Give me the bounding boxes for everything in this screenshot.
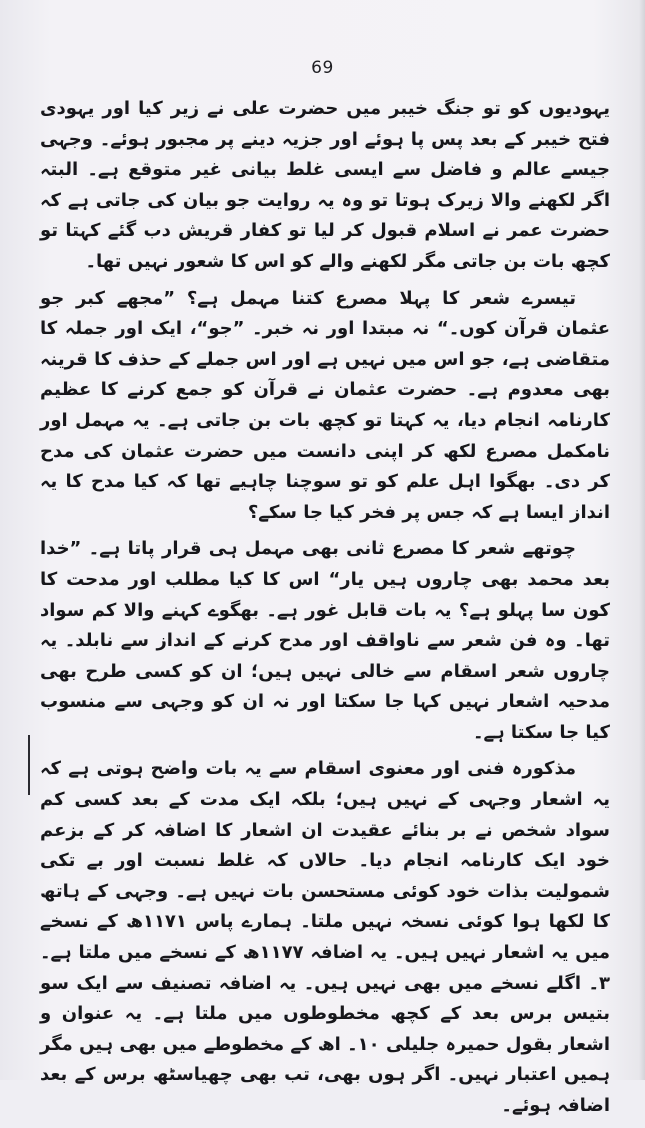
page-edge-shadow xyxy=(639,0,645,1080)
paragraph-1: یہودیوں کو تو جنگ خیبر میں حضرت علی نے زیر کیا اور یہودی فتح خیبر کے بعد پس پا ہوئے اور جزیہ دینے پر مجبور ہوئے۔ وجہی جیسے عالم و فاضل سے ایسی غلط بیانی غیر متوقع ہے۔ البتہ اگر لکھنے والا زیرک ہوتا تو وہ یہ روایت جو بیان کی جاتی ہے کہ حضرت عمر نے اسلام قبول کر لیا تو کفار قریش دب گئے کہتا تو کچھ بات بن جاتی مگر لکھنے والے کو اس کا شعور نہیں تھا۔ xyxy=(40,98,610,272)
page-number: 69 xyxy=(311,58,334,78)
page-body-text xyxy=(40,94,610,1128)
paragraph-2: تیسرے شعر کا پہلا مصرع کتنا مہمل ہے؟ ”مجھے کبر جو عثمان قرآن کوں۔“ نہ مبتدا اور نہ خبر۔ ”جو“، ایک اور جملہ کا متقاضی ہے، جو اس میں نہیں ہے اور اس جملے کے حذف کا قرینہ بھی معدوم ہے۔ حضرت عثمان نے قرآن کو جمع کرنے کا عظیم کارنامہ انجام دیا، یہ کہتا تو کچھ بات بن جاتی ہے۔ یہ مہمل اور نامکمل مصرع لکھ کر اپنی دانست میں حضرت عثمان کی مدح کر دی۔ بھگوا اہل علم کو تو سوچنا چاہیے تھا کہ کیا مدح کا یہ انداز ایسا ہے کہ جس پر فخر کیا جا سکے؟ xyxy=(40,287,610,523)
margin-pencil-mark xyxy=(28,735,30,795)
paragraph-3: چوتھے شعر کا مصرع ثانی بھی مہمل ہی قرار پاتا ہے۔ ”خدا بعد محمد بھی چاروں ہیں یار“ اس کا کیا مطلب اور مدحت کا کون سا پہلو ہے؟ یہ بات قابل غور ہے۔ بھگوے کہنے والا کم سواد تھا۔ وہ فن شعر سے ناواقف اور مدح کرنے کے انداز سے نابلد۔ یہ چاروں شعر اسقام سے خالی نہیں ہیں؛ ان کو کسی طرح بھی مدحیہ اشعار نہیں کہا جا سکتا اور نہ ان کو وجہی سے منسوب کیا جا سکتا ہے۔ xyxy=(40,538,610,743)
paragraph-4: مذکورہ فنی اور معنوی اسقام سے یہ بات واضح ہوتی ہے کہ یہ اشعار وجہی کے نہیں ہیں؛ بلکہ ایک مدت کے بعد کسی کم سواد شخص نے بر بنائے عقیدت ان اشعار کا اضافہ کر کے بزعم خود ایک کارنامہ انجام دیا۔ حالاں کہ غلط نسبت اور بے تکی شمولیت بذات خود کوئی مستحسن بات نہیں ہے۔ وجہی کے ہاتھ کا لکھا ہوا کوئی نسخہ نہیں ملتا۔ ہمارے پاس ۱۱۷۱ھ کے نسخے میں یہ اشعار نہیں ہیں۔ یہ اضافہ ۱۱۷۷ھ کے نسخے میں ملتا ہے۔ ۳۔ اگلے نسخے میں بھی نہیں ہیں۔ یہ اضافہ تصنیف سے ایک سو بتیس برس بعد کے کچھ مخطوطوں میں ملتا ہے۔ یہ عنوان و اشعار بقول حمیرہ جلیلی ۱۰۔ اھ کے مخطوطے میں بھی ہیں مگر ہمیں اعتبار نہیں۔ اگر ہوں بھی، تب بھی چھیاسٹھ برس کے بعد اضافہ ہوئے۔ xyxy=(40,758,610,1116)
